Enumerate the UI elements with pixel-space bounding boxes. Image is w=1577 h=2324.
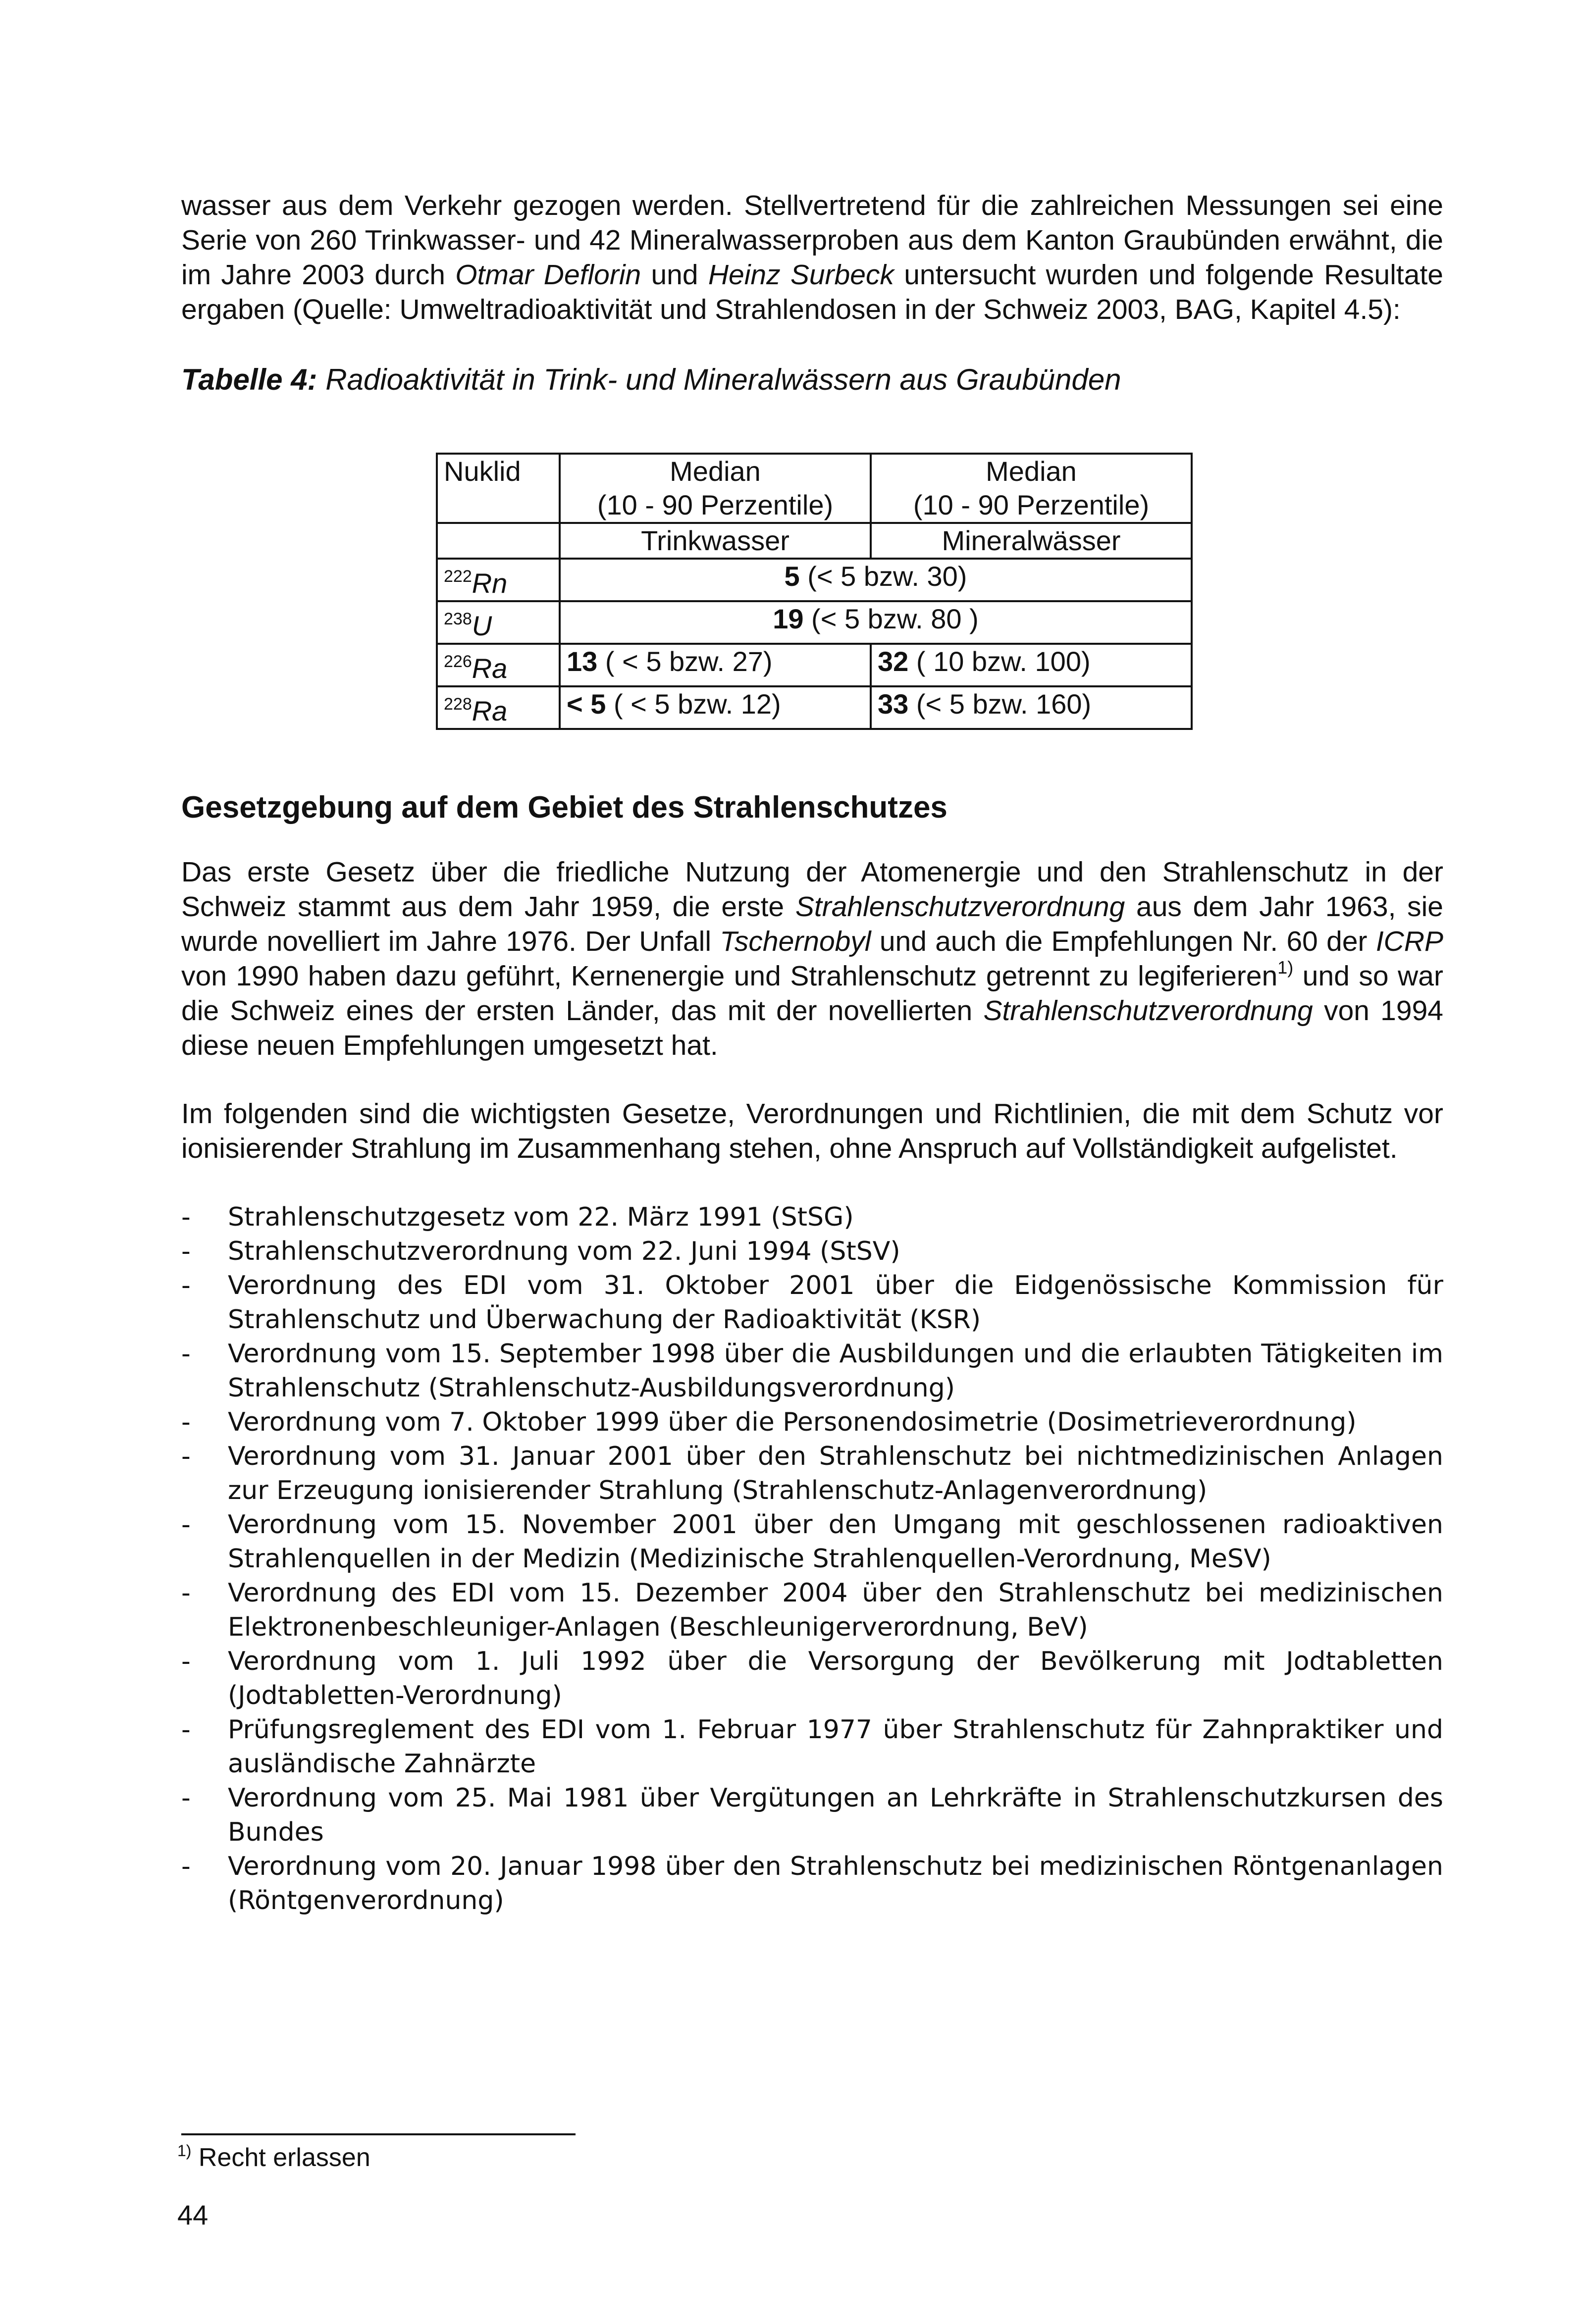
median-label: Median <box>986 456 1077 487</box>
trinkwasser-value-cell <box>560 686 871 729</box>
section-heading: Gesetzgebung auf dem Gebiet des Strahlenschutzes <box>181 790 947 825</box>
history-text-5: und so war die Schweiz eines der ersten Länder, das mit der novellierten <box>181 960 1443 1027</box>
median-value: 33 <box>878 688 909 720</box>
header-median-mineral <box>871 454 1192 523</box>
history-text-1: Das erste Gesetz über die friedliche Nutzung der Atomenergie und den Strahlenschutz in der Schweiz stammt aus dem Jahr 1959, die erste <box>181 856 1443 923</box>
history-term-1: Strahlenschutzverordnung <box>795 891 1125 923</box>
list-dash: - <box>181 1271 191 1300</box>
footnote-text: Recht erlassen <box>191 2143 370 2172</box>
list-dash: - <box>181 1578 191 1608</box>
list-dash: - <box>181 1202 191 1232</box>
nuclide-cell <box>437 686 560 729</box>
mass-number: 238 <box>444 610 472 628</box>
list-dash: - <box>181 1715 191 1745</box>
element-symbol: Rn <box>472 568 508 599</box>
median-value: 32 <box>878 646 909 677</box>
list-item-text: Verordnung vom 15. September 1998 über die Ausbildungen und die erlaubten Tätigkeiten im Strahlenschutz (Strahlenschutz-Ausbildungsverordnung) <box>228 1339 1443 1403</box>
history-term-3: ICRP <box>1375 926 1444 957</box>
median-value: 13 <box>567 646 598 677</box>
list-item-text: Verordnung vom 20. Januar 1998 über den Strahlenschutz bei medizinischen Röntgenanlagen (Röntgenverordnung) <box>228 1852 1443 1915</box>
mass-number: 222 <box>444 567 472 586</box>
list-item-text: Verordnung vom 15. November 2001 über den Umgang mit geschlossenen radioaktiven Strahlenquellen in der Medizin (Medizinische Strahlenquellen-Verordnung, MeSV) <box>228 1510 1443 1574</box>
list-item <box>181 1576 1443 1645</box>
list-item-text: Verordnung vom 25. Mai 1981 über Vergütungen an Lehrkräfte in Strahlenschutzkursen des Bundes <box>228 1783 1443 1847</box>
history-text-6: von 1994 diese neuen Empfehlungen umgesetzt hat. <box>181 995 1443 1061</box>
nuclide-cell <box>437 644 560 686</box>
list-item-text: Verordnung des EDI vom 31. Oktober 2001 über die Eidgenössische Kommission für Strahlenschutz und Überwachung der Radioaktivität (KSR) <box>228 1271 1443 1335</box>
header-median-trink <box>560 454 871 523</box>
list-item-text: Verordnung vom 7. Oktober 1999 über die Personendosimetrie (Dosimetrieverordnung) <box>228 1407 1357 1437</box>
author-name-2: Heinz Surbeck <box>708 259 894 291</box>
percentile-range: ( 10 bzw. 100) <box>908 646 1091 677</box>
page-number: 44 <box>177 2199 209 2230</box>
list-item <box>181 1781 1443 1850</box>
list-dash: - <box>181 1407 191 1437</box>
perzentile-label: (10 - 90 Perzentile) <box>913 489 1150 520</box>
merged-value-cell <box>560 559 1192 601</box>
median-label: Median <box>670 456 761 487</box>
intro-text-3: untersucht wurden und folgende Resultate ergaben (Quelle: Umweltradioaktivität und Strahlendosen in der Schweiz 2003, BAG, Kapitel 4.5): <box>181 259 1443 325</box>
subheader-empty <box>437 523 560 559</box>
history-text-4: von 1990 haben dazu geführt, Kernenergie und Strahlenschutz getrennt zu legiferieren <box>181 960 1278 992</box>
intro-text-1: wasser aus dem Verkehr gezogen werden. Stellvertretend für die zahlreichen Messungen sei eine Serie von 260 Trinkwasser- und 42 Mineralwasserproben aus dem Kanton Graubünden erwähnt, die im Jahre 2003 durch <box>181 190 1443 291</box>
list-item <box>181 1337 1443 1405</box>
element-symbol: Ra <box>472 653 508 684</box>
table-row <box>437 686 1192 729</box>
percentile-range: (< 5 bzw. 30) <box>799 561 967 592</box>
list-item-text: Prüfungsreglement des EDI vom 1. Februar 1977 über Strahlenschutz für Zahnpraktiker und ausländische Zahnärzte <box>228 1715 1443 1779</box>
list-item-text: Verordnung vom 1. Juli 1992 über die Versorgung der Bevölkerung mit Jodtabletten (Jodtabletten-Verordnung) <box>228 1647 1443 1710</box>
history-text-2: aus dem Jahr 1963, sie wurde novelliert im Jahre 1976. Der Unfall <box>181 891 1443 957</box>
list-item <box>181 1269 1443 1337</box>
list-item <box>181 1508 1443 1576</box>
median-value: 19 <box>773 603 804 634</box>
mass-number: 228 <box>444 695 472 714</box>
subheader-mineral: Mineralwässer <box>871 523 1192 559</box>
list-item-text: Strahlenschutzgesetz vom 22. März 1991 (StSG) <box>228 1202 854 1232</box>
list-item <box>181 1200 1443 1235</box>
list-item <box>181 1440 1443 1508</box>
footnote-reference[interactable]: 1) <box>1277 957 1294 978</box>
element-symbol: Ra <box>472 695 508 726</box>
perzentile-label: (10 - 90 Perzentile) <box>597 489 834 520</box>
footnote-mark: 1) <box>177 2142 192 2160</box>
list-dash: - <box>181 1510 191 1540</box>
table-row <box>437 559 1192 601</box>
footnote <box>177 2140 370 2175</box>
mineral-value-cell <box>871 644 1192 686</box>
list-dash: - <box>181 1339 191 1369</box>
table-subheader-row <box>437 523 1192 559</box>
document-page <box>181 188 1443 1918</box>
list-item <box>181 1235 1443 1269</box>
list-dash: - <box>181 1783 191 1813</box>
table-row <box>437 644 1192 686</box>
nuclide-cell <box>437 601 560 644</box>
percentile-range: ( < 5 bzw. 27) <box>597 646 773 677</box>
intro-text-2: und <box>641 259 708 291</box>
list-dash: - <box>181 1852 191 1881</box>
header-nuklid: Nuklid <box>437 454 560 523</box>
history-term-4: Strahlenschutzverordnung <box>983 995 1313 1027</box>
median-value: 5 <box>784 561 800 592</box>
history-paragraph <box>181 855 1443 1063</box>
laws-list <box>181 1200 1443 1918</box>
table-caption-text: Radioaktivität in Trink- und Mineralwässern aus Graubünden <box>317 363 1121 396</box>
mineral-value-cell <box>871 686 1192 729</box>
footnote-separator <box>181 2133 576 2135</box>
table-header-row <box>437 454 1192 523</box>
list-item <box>181 1645 1443 1713</box>
history-term-2: Tschernobyl <box>720 926 871 957</box>
list-item-text: Strahlenschutzverordnung vom 22. Juni 1994 (StSV) <box>228 1237 900 1266</box>
intro-paragraph <box>181 188 1443 327</box>
table-row <box>437 601 1192 644</box>
list-dash: - <box>181 1647 191 1676</box>
list-item <box>181 1713 1443 1781</box>
median-value: < 5 <box>567 688 606 720</box>
list-item <box>181 1405 1443 1440</box>
table-caption-label: Tabelle 4: <box>181 363 317 396</box>
percentile-range: (< 5 bzw. 80 ) <box>803 603 979 634</box>
list-item-text: Verordnung des EDI vom 15. Dezember 2004 über den Strahlenschutz bei medizinischen Elektronenbeschleuniger-Anlagen (Beschleunigerverordnung, BeV) <box>228 1578 1443 1642</box>
element-symbol: U <box>472 610 492 641</box>
mass-number: 226 <box>444 652 472 671</box>
list-item-text: Verordnung vom 31. Januar 2001 über den Strahlenschutz bei nichtmedizinischen Anlagen zur Erzeugung ionisierender Strahlung (Strahlenschutz-Anlagenverordnung) <box>228 1442 1443 1505</box>
subheader-trinkwasser: Trinkwasser <box>560 523 871 559</box>
history-text-3: und auch die Empfehlungen Nr. 60 der <box>871 926 1376 957</box>
percentile-range: ( < 5 bzw. 12) <box>606 688 781 720</box>
table-caption <box>181 362 1443 397</box>
trinkwasser-value-cell <box>560 644 871 686</box>
merged-value-cell <box>560 601 1192 644</box>
percentile-range: (< 5 bzw. 160) <box>908 688 1092 720</box>
author-name-1: Otmar Deflorin <box>455 259 641 291</box>
list-intro-paragraph: Im folgenden sind die wichtigsten Gesetze, Verordnungen und Richtlinien, die mit dem Schutz vor ionisierender Strahlung im Zusammenhang stehen, ohne Anspruch auf Vollständigkeit aufgelistet. <box>181 1098 1443 1164</box>
list-item <box>181 1850 1443 1918</box>
list-dash: - <box>181 1442 191 1471</box>
list-dash: - <box>181 1237 191 1266</box>
radioactivity-table <box>436 453 1193 730</box>
nuclide-cell <box>437 559 560 601</box>
